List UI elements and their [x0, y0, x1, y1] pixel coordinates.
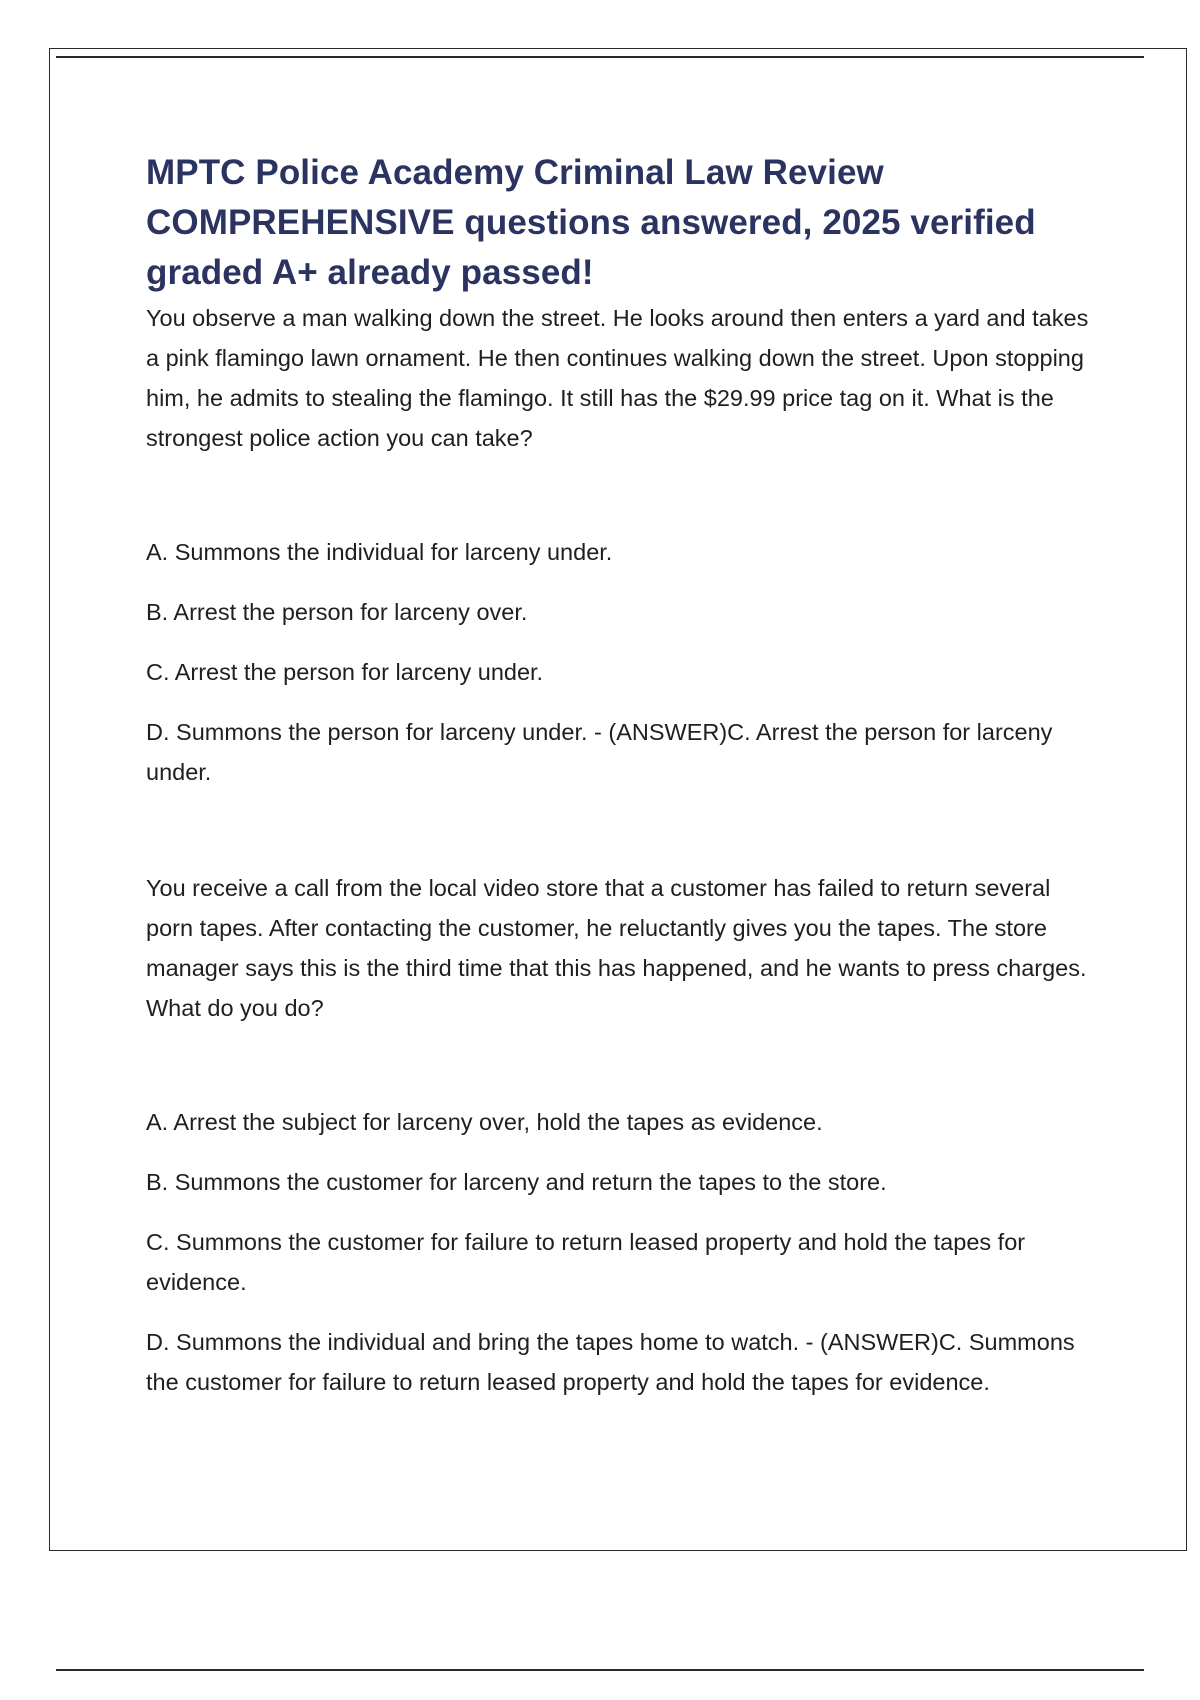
question-block [146, 298, 1096, 792]
answer-option-d: D. Summons the person for larceny under. - (ANSWER)C. Arrest the person for larceny under. [146, 719, 1053, 785]
document-content [146, 148, 1096, 1402]
answer-option-b: B. Arrest the person for larceny over. [146, 599, 528, 625]
answer-option-d: D. Summons the individual and bring the tapes home to watch. - (ANSWER)C. Summons the customer for failure to return leased property and hold the tapes for evidence. [146, 1329, 1075, 1395]
answer-option-b: B. Summons the customer for larceny and return the tapes to the store. [146, 1169, 887, 1195]
answer-option-c: C. Summons the customer for failure to return leased property and hold the tapes for evidence. [146, 1229, 1026, 1295]
answer-options [146, 532, 1096, 792]
question-text: You receive a call from the local video store that a customer has failed to return several porn tapes. After contacting the customer, he reluctantly gives you the tapes. The store manager says this is the third time that this has happened, and he wants to press charges. What do you do? [146, 875, 1087, 1021]
top-rule [56, 56, 1144, 58]
question-block [146, 868, 1096, 1402]
question-text: You observe a man walking down the street. He looks around then enters a yard and takes a pink flamingo lawn ornament. He then continues walking down the street. Upon stopping him, he admits to stealing the flamingo. It still has the $29.99 price tag on it. What is the strongest police action you can take? [146, 305, 1089, 451]
answer-options [146, 1102, 1096, 1402]
bottom-rule [56, 1669, 1144, 1671]
answer-option-a: A. Arrest the subject for larceny over, hold the tapes as evidence. [146, 1109, 823, 1135]
answer-option-c: C. Arrest the person for larceny under. [146, 659, 544, 685]
answer-option-a: A. Summons the individual for larceny under. [146, 539, 613, 565]
document-title: MPTC Police Academy Criminal Law Review COMPREHENSIVE questions answered, 2025 verified graded A+ already passed! [146, 153, 1036, 292]
